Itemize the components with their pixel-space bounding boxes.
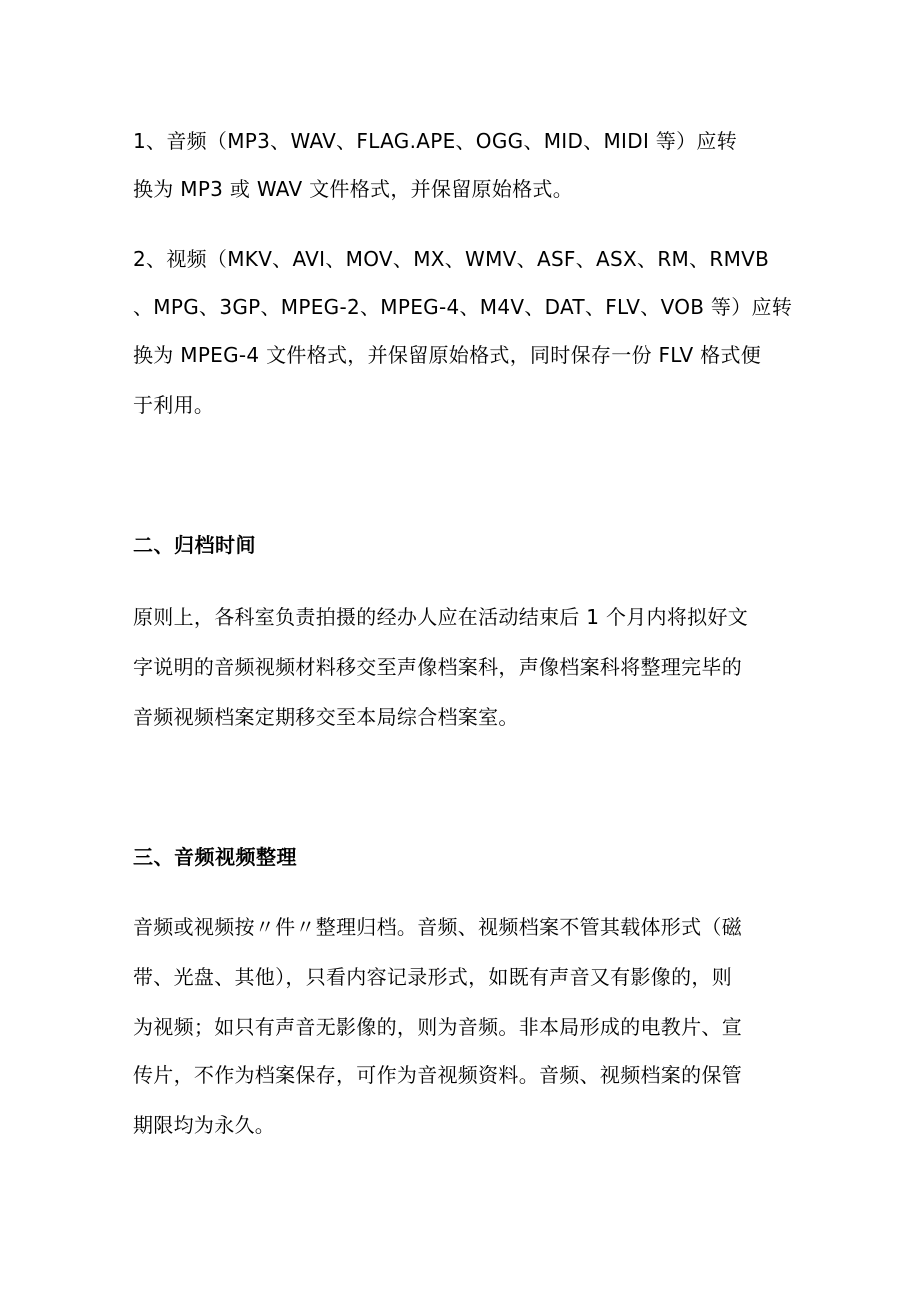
section2-line-1: 原则上，各科室负责拍摄的经办人应在活动结束后 1 个月内将拟好文 bbox=[133, 605, 749, 629]
item2-line-1: 2、视频（MKV、AVI、MOV、MX、WMV、ASF、ASX、RM、RMVB bbox=[133, 247, 770, 271]
section3-line-4: 传片，不作为档案保存，可作为音视频资料。音频、视频档案的保管 bbox=[133, 1063, 742, 1087]
section3-line-5: 期限均为永久。 bbox=[133, 1113, 276, 1137]
section3-heading: 三、音频视频整理 bbox=[133, 845, 297, 869]
section2-line-3: 音频视频档案定期移交至本局综合档案室。 bbox=[133, 705, 519, 729]
item2-line-2: 、MPG、3GP、MPEG-2、MPEG-4、M4V、DAT、FLV、VOB 等）应转 bbox=[133, 295, 793, 319]
section2-heading: 二、归档时间 bbox=[133, 533, 256, 557]
section3-line-1: 音频或视频按〃件〃整理归档。音频、视频档案不管其载体形式（磁 bbox=[133, 915, 742, 939]
section2-line-2: 字说明的音频视频材料移交至声像档案科，声像档案科将整理完毕的 bbox=[133, 655, 742, 679]
item2-line-4: 于利用。 bbox=[133, 393, 215, 417]
item1-line-1: 1、音频（MP3、WAV、FLAG.APE、OGG、MID、MIDI 等）应转 bbox=[133, 129, 738, 153]
item1-line-2: 换为 MP3 或 WAV 文件格式，并保留原始格式。 bbox=[133, 177, 574, 201]
section3-line-2: 带、光盘、其他），只看内容记录形式，如既有声音又有影像的，则 bbox=[133, 965, 732, 989]
section3-line-3: 为视频；如只有声音无影像的，则为音频。非本局形成的电教片、宣 bbox=[133, 1015, 742, 1039]
item2-line-3: 换为 MPEG-4 文件格式，并保留原始格式，同时保存一份 FLV 格式便 bbox=[133, 343, 762, 367]
